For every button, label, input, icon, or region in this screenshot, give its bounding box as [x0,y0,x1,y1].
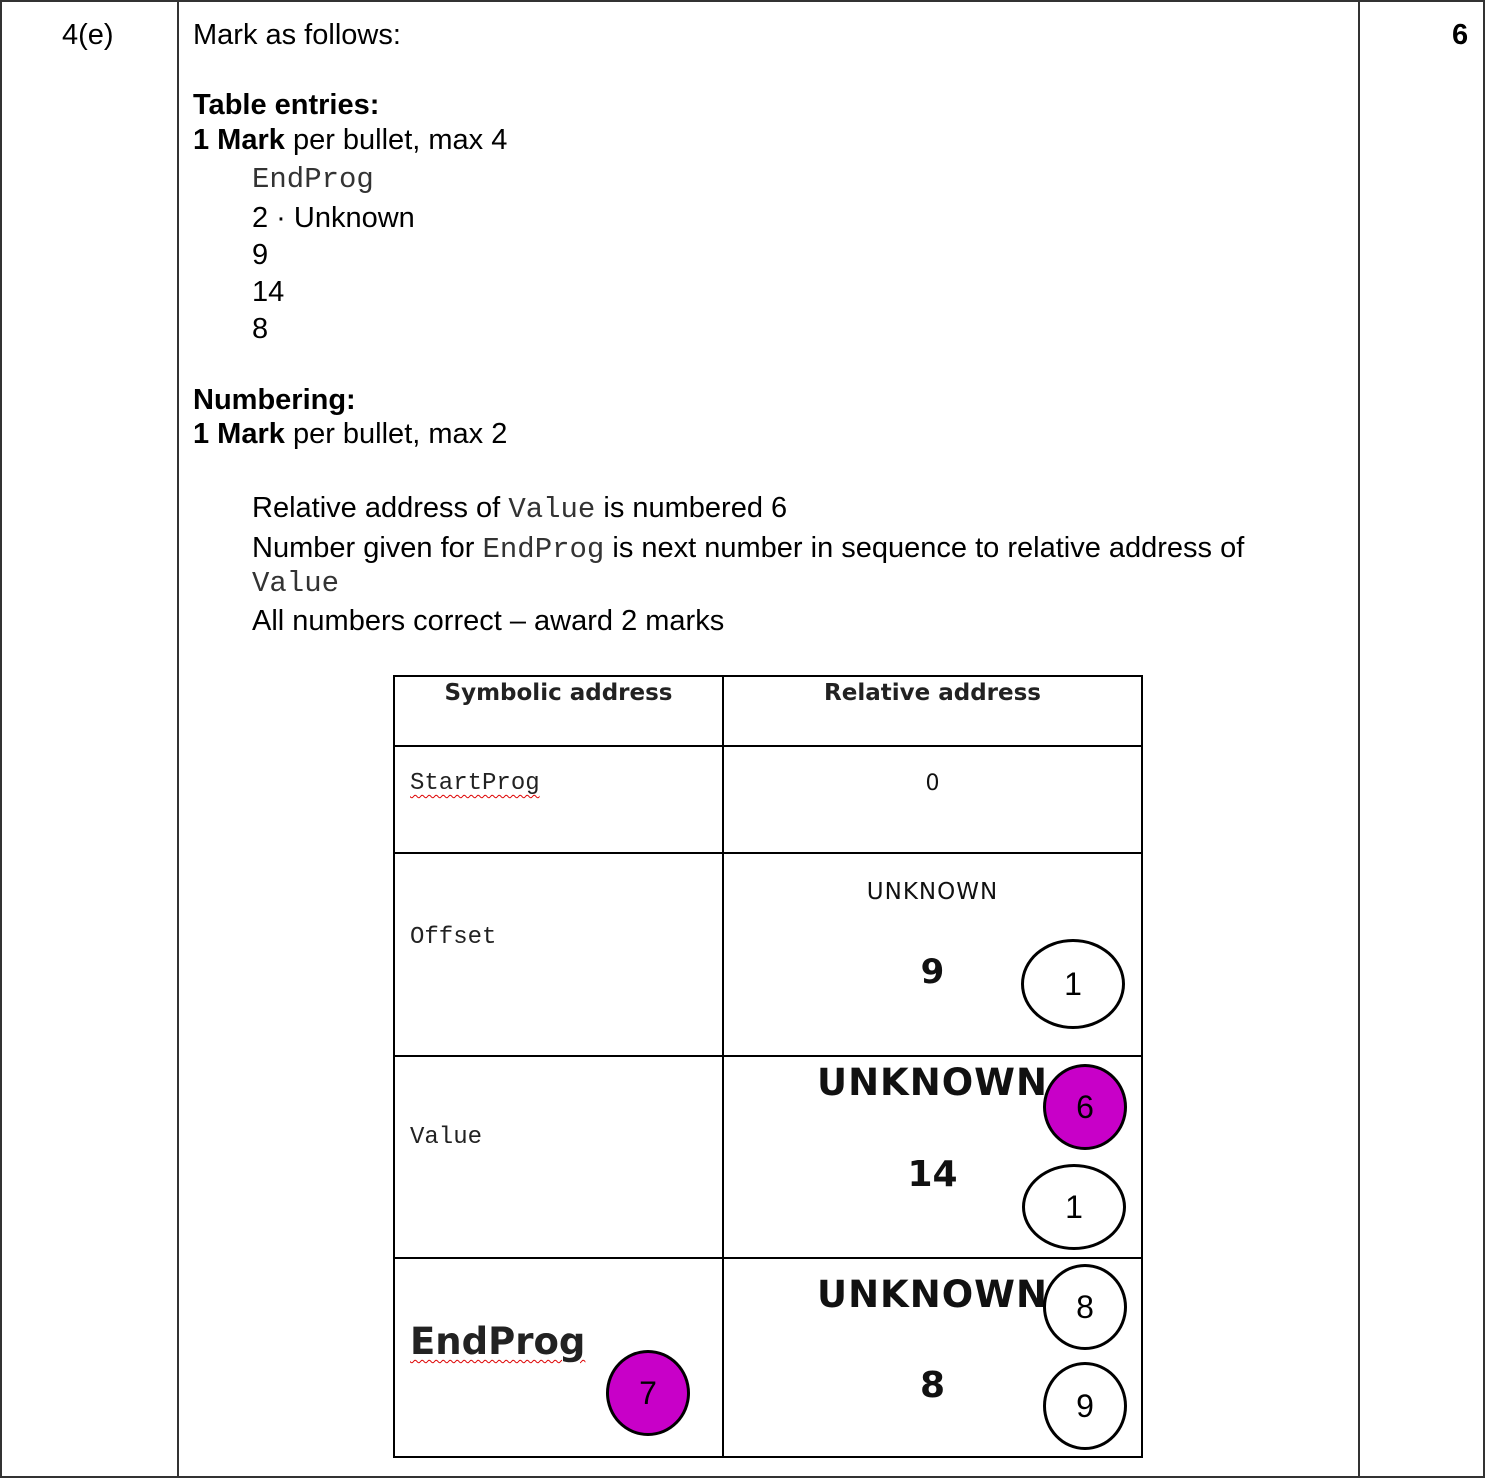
relative-value-answer: 14 [907,1154,958,1195]
entry-item: 2 · Unknown [252,202,415,234]
entry-item: 8 [252,313,269,345]
relative-value-original: UNKNOWN [817,1061,1048,1104]
entry-item: EndProg [252,163,374,196]
border-left [0,0,2,1478]
table-rule [393,675,1143,677]
mark-circle: 8 [1043,1264,1127,1350]
question-ref: 4(e) [62,19,114,51]
entry-item: 14 [252,276,285,308]
border-top [0,0,1485,2]
table-rule [393,852,1143,854]
numbering-bullet-2-cont: Value [252,567,340,600]
table-entries-heading: Table entries: [193,89,380,121]
highlight-mark-circle: 7 [606,1350,690,1436]
relative-startprog: 0 [925,771,940,796]
mark-circle: 1 [1022,1164,1126,1250]
symbol-startprog: StartProg [410,770,540,797]
table-rule [393,1456,1143,1458]
column-divider-2 [1358,0,1360,1478]
relative-offset-answer: 9 [920,952,945,992]
numbering-bullet-1: Relative address of Value is numbered 6 [252,492,788,526]
mark-circle: 9 [1043,1362,1127,1450]
table-rule [393,1257,1143,1259]
symbol-offset: Offset [410,924,497,951]
table-rule [393,675,395,1458]
intro-text: Mark as follows: [193,19,401,51]
header-relative-address: Relative address [824,680,1041,706]
table-rule [393,1055,1143,1057]
mark-circle: 1 [1021,939,1125,1029]
table-rule [393,745,1143,747]
numbering-rule: 1 Mark per bullet, max 2 [193,418,508,450]
column-divider-1 [177,0,179,1478]
highlight-mark-circle: 6 [1043,1064,1127,1150]
numbering-bullet-2: Number given for EndProg is next number in sequence to relative address of [252,532,1245,566]
total-marks: 6 [1452,19,1469,51]
entry-item: 9 [252,239,269,271]
numbering-heading: Numbering: [193,384,356,416]
symbol-value: Value [410,1124,483,1151]
relative-offset-original: UNKNOWN [866,879,999,905]
relative-endprog-original: UNKNOWN [817,1273,1048,1316]
header-symbolic-address: Symbolic address [444,680,673,706]
table-rule [1141,675,1143,1458]
relative-endprog-answer: 8 [919,1365,946,1406]
symbol-endprog: EndProg [410,1320,586,1363]
table-entries-rule: 1 Mark per bullet, max 4 [193,124,508,156]
numbering-bullet-3: All numbers correct – award 2 marks [252,605,725,637]
